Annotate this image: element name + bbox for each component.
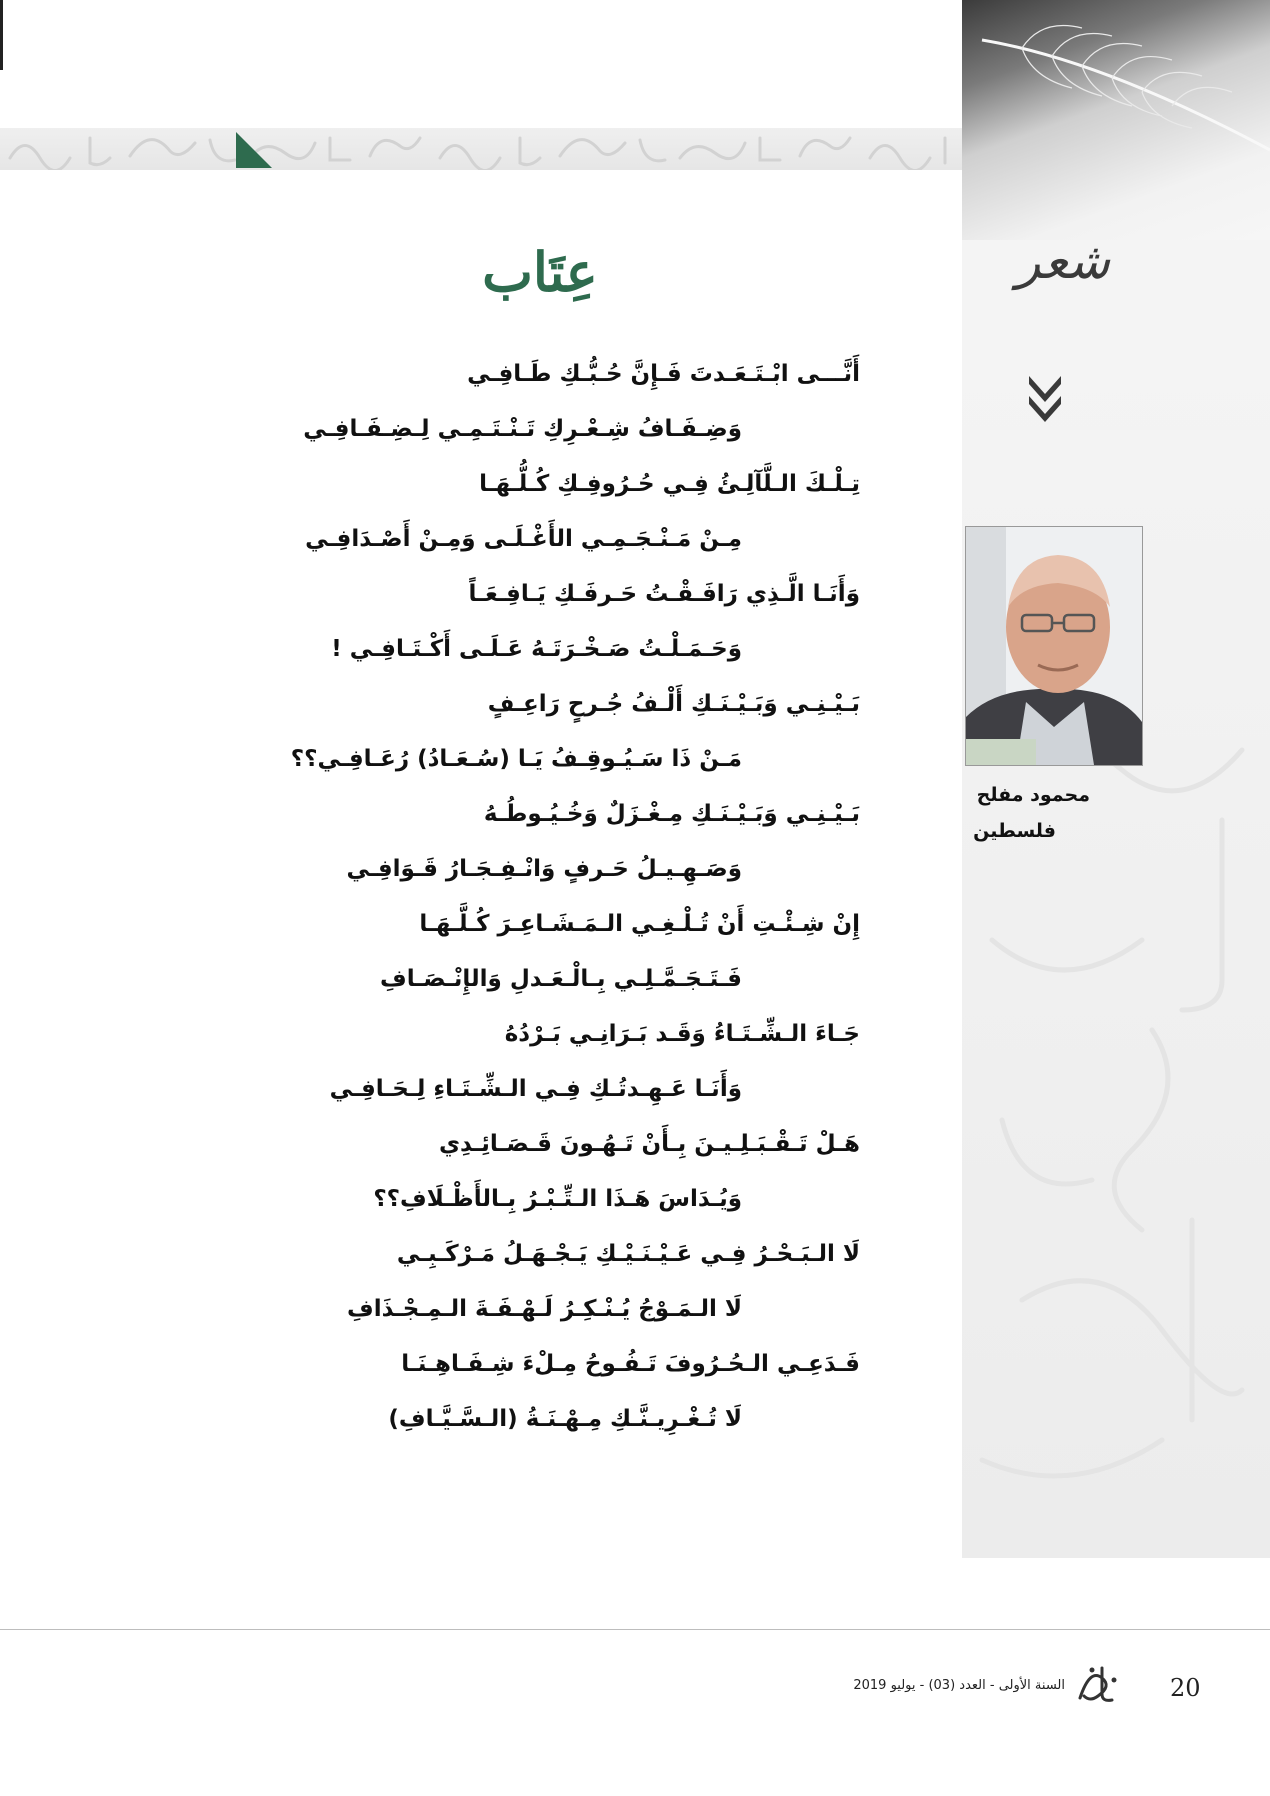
- verse-line: إِنْ شِـئْـتِ أَنْ تُـلْـغِـي الـمَـشَـاعِـرَ كُـلَّـهَـا: [419, 911, 860, 937]
- accent-triangle: [236, 132, 272, 168]
- verse-line: مَـنْ ذَا سَـيُـوقِـفُ يَـا (سُـعَـادُ) رُعَـافِـي؟؟: [290, 746, 742, 772]
- verse-line: فَـتَـجَـمَّـلِـي بِـالْـعَـدلِ وَالإِنْـصَـافِ: [380, 966, 742, 992]
- verse-line: هَـلْ تَـقْـبَـلِـيـنَ بِـأَنْ تَـهُـونَ قَـصَـائِـدِي: [438, 1131, 860, 1157]
- magazine-logo-icon: [1072, 1660, 1122, 1706]
- verse-line: مِـنْ مَـنْـجَـمِـي الأَغْـلَـى وَمِـنْ أَصْـدَافِـي: [305, 526, 742, 552]
- verse-line: جَـاءَ الـشِّـتَـاءُ وَقَـد بَـرَانِـي بَـرْدُهُ: [504, 1021, 860, 1047]
- issue-info: السنة الأولى - العدد (03) - يوليو 2019: [853, 1678, 1065, 1693]
- verse-line: أَنَّـــى ابْـتَـعَـدتَ فَـإِنَّ حُـبُّـكِ طَـافِـي: [467, 361, 860, 387]
- verse-line: بَـيْـنِـي وَبَـيْـنَـكِ أَلْـفُ جُـرحٍ رَاعِـفٍ: [487, 691, 860, 717]
- feather-icon: [962, 0, 1270, 240]
- verse-line: بَـيْـنِـي وَبَـيْـنَـكِ مِـغْـزَلٌ وَخُـيُـوطُـهُ: [483, 801, 860, 827]
- verse-line: وَيُـدَاسَ هَـذَا الـتِّـبْـرُ بِـالأَظْـلَافِ؟؟: [373, 1186, 742, 1212]
- verse-line: وَحَـمَـلْـتُ صَـخْـرَتَـهُ عَـلَـى أَكْـتَـافِـي !: [331, 636, 742, 662]
- poem-title: عِتَاب: [482, 240, 598, 304]
- footer-rule: [0, 1629, 1270, 1630]
- calligraphy-band: [0, 128, 962, 170]
- verse-line: فَـدَعِـي الـحُـرُوفَ تَـفُـوحُ مِـلْءَ شِـفَـاهِـنَـا: [401, 1351, 860, 1377]
- poem-verses: [230, 358, 860, 1458]
- verse-line: وَأَنَـا الَّـذِي رَافَـقْـتُ حَـرفَـكِ يَـافِـعَـاً: [468, 581, 860, 607]
- author-country: فلسطين: [973, 820, 1056, 842]
- verse-line: لَا تُـغْـرِيـنَّـكِ مِـهْـنَـةُ (الـسَّـيَّـافِ): [388, 1406, 742, 1432]
- verse-line: وَأَنَـا عَـهِـدتُـكِ فِـي الـشِّـتَـاءِ لِـحَـافِـي: [329, 1076, 742, 1102]
- chevron-down-icon: [1025, 372, 1065, 424]
- author-name: محمود مفلح: [976, 784, 1090, 806]
- author-photo: [965, 526, 1143, 766]
- verse-line: لَا الـمَـوْجُ يُـنْـكِـرُ لَـهْـفَـةَ الـمِـجْـذَافِ: [347, 1296, 742, 1322]
- section-label: شعر: [1016, 232, 1110, 290]
- verse-line: وَضِـفَـافُ شِـعْـرِكِ تَـنْـتَـمِـي لِـضِـفَـافِـي: [303, 416, 742, 442]
- verse-line: لَا الـبَـحْـرُ فِـي عَـيْـنَـيْـكِ يَـجْـهَـلُ مَـرْكَـبِـي: [396, 1241, 860, 1267]
- page-number: 20: [1170, 1674, 1201, 1702]
- verse-line: تِـلْـكَ الـلَّآلِـئُ فِـي حُـرُوفِـكِ كُـلُّـهَـا: [479, 471, 860, 497]
- edge-mark: [0, 0, 3, 70]
- verse-line: وَصَـهِـيـلُ حَـرفٍ وَانْـفِـجَـارُ قَـوَافِـي: [346, 856, 742, 882]
